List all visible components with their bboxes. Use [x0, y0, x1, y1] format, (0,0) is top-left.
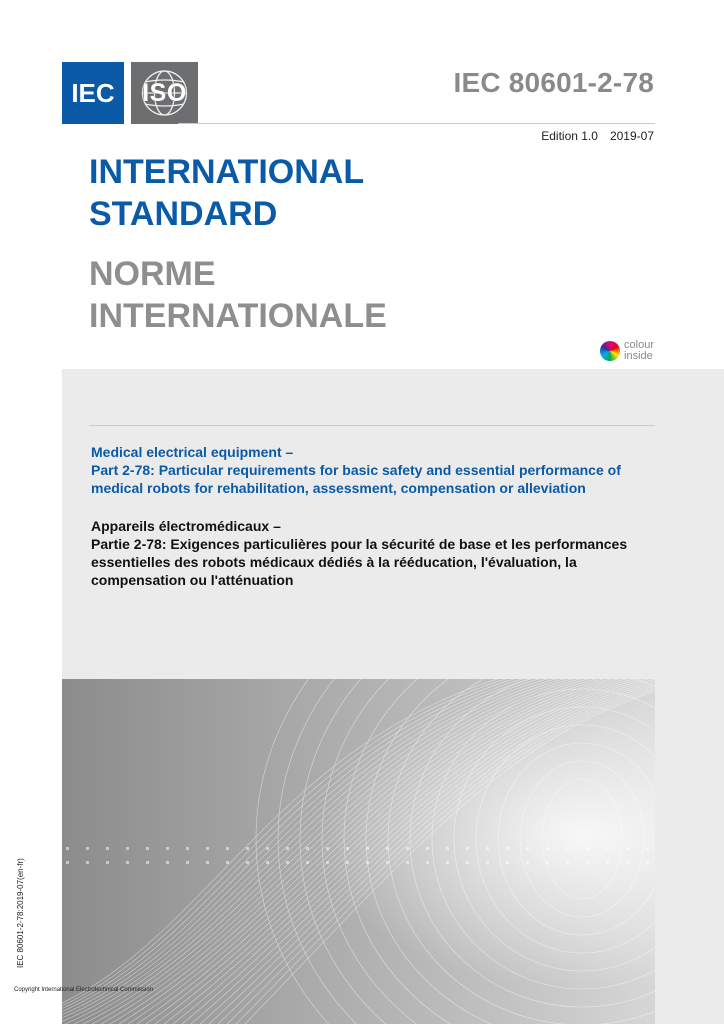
- title-english: [89, 151, 364, 235]
- title-french-line2: INTERNATIONALE: [89, 297, 387, 335]
- artwork-dot: [466, 847, 469, 850]
- artwork-dot: [106, 847, 109, 850]
- description-english: [91, 443, 661, 497]
- artwork-dot: [506, 861, 509, 864]
- description-french-line4: compensation ou l'atténuation: [91, 572, 294, 588]
- artwork-dot: [526, 847, 529, 850]
- cover-artwork: [62, 679, 655, 1024]
- artwork-dot: [326, 847, 329, 850]
- artwork-dot: [86, 861, 89, 864]
- artwork-dot: [186, 847, 189, 850]
- artwork-dot: [66, 847, 69, 850]
- artwork-dot: [346, 847, 349, 850]
- artwork-dot: [206, 847, 209, 850]
- artwork-dot: [86, 847, 89, 850]
- standard-number: IEC 80601-2-78: [453, 67, 654, 98]
- colour-inside-text: [624, 340, 654, 362]
- artwork-dot: [246, 861, 249, 864]
- artwork-dot: [146, 847, 149, 850]
- artwork-dot: [486, 847, 489, 850]
- header-divider: [178, 123, 655, 124]
- edition-label: Edition 1.0: [541, 129, 598, 143]
- artwork-dot: [286, 861, 289, 864]
- colour-inside-line2: inside: [624, 350, 653, 362]
- artwork-dot: [526, 861, 529, 864]
- artwork-dot: [486, 861, 489, 864]
- artwork-dot: [226, 861, 229, 864]
- colour-inside-badge: [600, 340, 654, 362]
- artwork-dot: [326, 861, 329, 864]
- edition-date: 2019-07: [609, 129, 654, 143]
- edition-info: [541, 129, 654, 143]
- title-french-line1: NORME: [89, 255, 216, 293]
- artwork-dot: [166, 861, 169, 864]
- artwork-dot: [226, 847, 229, 850]
- artwork-dot: [366, 861, 369, 864]
- description-french: [91, 517, 666, 589]
- iec-logo-text: IEC: [71, 77, 115, 108]
- artwork-dot: [546, 847, 549, 850]
- artwork-dot: [586, 861, 589, 864]
- artwork-dot: [626, 861, 629, 864]
- artwork-dot: [626, 847, 629, 850]
- artwork-dot: [286, 847, 289, 850]
- cover-artwork-lines: [62, 679, 655, 1024]
- description-french-line2: Partie 2-78: Exigences particulières pour la sécurité de base et les performances: [91, 536, 628, 552]
- artwork-dot: [66, 861, 69, 864]
- artwork-dot: [386, 861, 389, 864]
- artwork-dot: [606, 861, 609, 864]
- artwork-dot: [386, 847, 389, 850]
- artwork-dot: [106, 861, 109, 864]
- artwork-dot: [366, 847, 369, 850]
- panel-divider: [89, 425, 655, 426]
- artwork-dot: [146, 861, 149, 864]
- title-french: [89, 253, 387, 337]
- artwork-dot: [126, 847, 129, 850]
- iec-logo-icon: [62, 62, 124, 124]
- iso-logo-text: ISO: [142, 78, 187, 107]
- artwork-dot: [646, 861, 649, 864]
- artwork-dot: [466, 861, 469, 864]
- colour-inside-line1: colour: [624, 339, 654, 351]
- artwork-dot: [206, 861, 209, 864]
- artwork-dot: [566, 861, 569, 864]
- description-english-line1: Medical electrical equipment –: [91, 444, 294, 460]
- description-french-line3: essentielles des robots médicaux dédiés à la rééducation, l'évaluation, la: [91, 554, 577, 570]
- artwork-dot: [306, 861, 309, 864]
- artwork-dot: [266, 861, 269, 864]
- artwork-dot: [566, 847, 569, 850]
- title-english-line2: STANDARD: [89, 195, 278, 233]
- copyright-notice: Copyright International Electrotechnical Commission: [14, 987, 154, 993]
- description-french-line1: Appareils électromédicaux –: [91, 518, 281, 534]
- sidebar-reference-code: IEC 80601-2-78:2019-07(en-fr): [16, 858, 25, 968]
- description-english-line3: medical robots for rehabilitation, assessment, compensation or alleviation: [91, 480, 586, 496]
- artwork-dot: [266, 847, 269, 850]
- artwork-dot: [446, 847, 449, 850]
- description-english-line2: Part 2-78: Particular requirements for basic safety and essential performance of: [91, 462, 621, 478]
- artwork-dot: [506, 847, 509, 850]
- artwork-dot: [246, 847, 249, 850]
- artwork-dot: [606, 847, 609, 850]
- artwork-dot: [646, 847, 649, 850]
- artwork-dot: [126, 861, 129, 864]
- artwork-dot: [446, 861, 449, 864]
- artwork-dot: [306, 847, 309, 850]
- artwork-dot: [406, 861, 409, 864]
- artwork-dot: [546, 861, 549, 864]
- artwork-dot: [346, 861, 349, 864]
- artwork-dot: [426, 847, 429, 850]
- artwork-dot: [586, 847, 589, 850]
- artwork-dot: [166, 847, 169, 850]
- artwork-dot: [406, 847, 409, 850]
- artwork-dot: [426, 861, 429, 864]
- artwork-dot: [186, 861, 189, 864]
- title-english-line1: INTERNATIONAL: [89, 153, 365, 191]
- iso-logo-icon: [131, 62, 198, 124]
- colour-wheel-icon: [600, 341, 620, 361]
